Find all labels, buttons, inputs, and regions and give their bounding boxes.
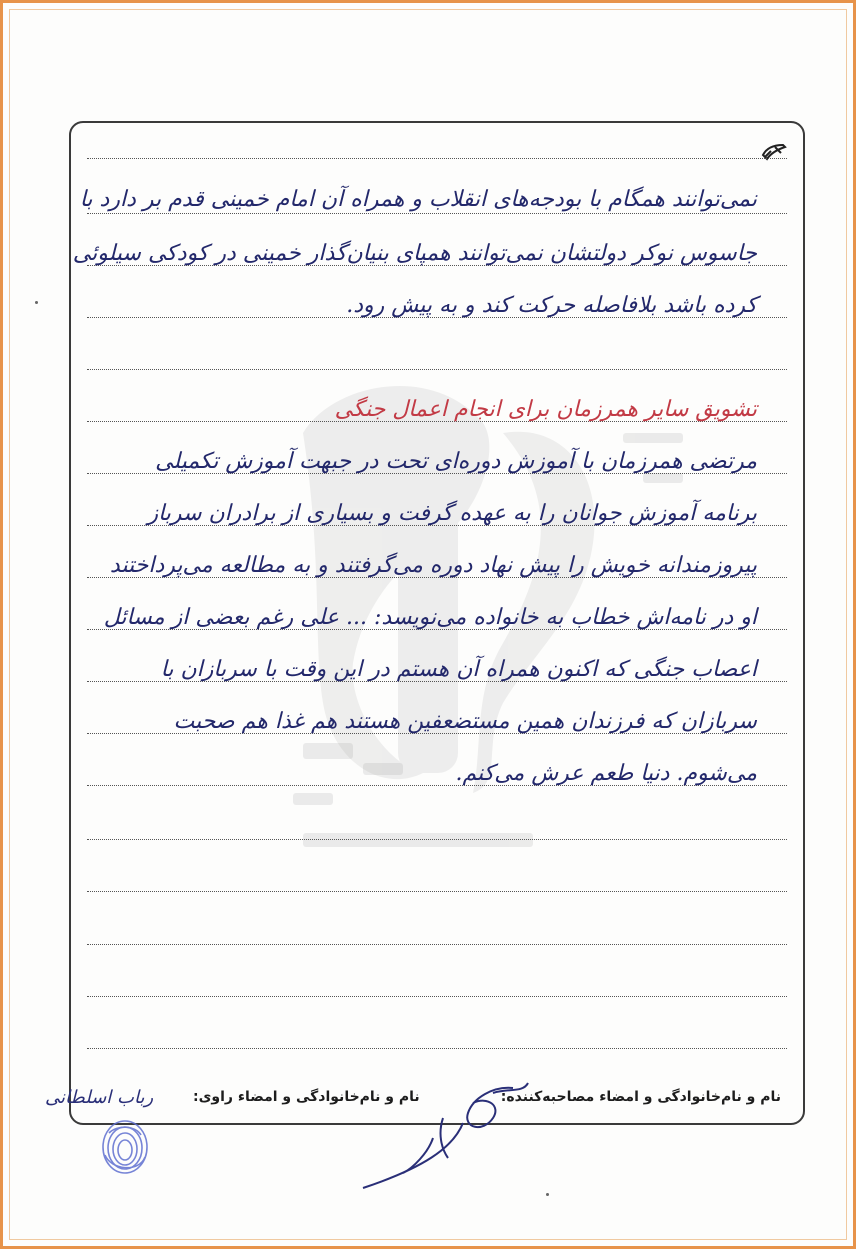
handwritten-line: اعصاب جنگی که اکنون همراه آن هستم در این وقت با سربازان با [160,657,757,682]
section-heading: تشویق سایر همرزمان برای انجام اعمال جنگی [334,397,757,422]
interviewer-signature [343,1078,543,1193]
handwritten-line: کرده باشد بلافاصله حرکت کند و به پیش رود. [346,293,757,318]
scan-speck [35,301,38,304]
ruled-line [87,996,787,997]
handwritten-line: برنامه آموزش جوانان را به عهده گرفت و بسیاری از برادران سرباز [147,501,757,526]
ruled-line [87,839,787,840]
ruled-line [87,369,787,370]
ruled-line [87,213,787,214]
scan-speck [546,1193,549,1196]
interviewer-signature-label: نام و نام‌خانوادگی و امضاء مصاحبه‌کننده: [500,1089,781,1105]
narrator-name: رباب اسلطانی [45,1087,154,1108]
ruled-line [87,944,787,945]
ruled-line [87,891,787,892]
handwritten-line: سربازان که فرزندان همین مستضعفین هستند هم غذا هم صحبت [173,709,757,734]
handwritten-line: جاسوس نوکر دولتشان نمی‌توانند همپای بنیان‌گذار خمینی در کودکی سیلوئی [72,241,757,266]
ruled-line [87,158,787,159]
fingerprint-stamp [95,1115,155,1177]
handwritten-line: مرتضی همرزمان با آموزش دوره‌ای تحت در جبهت آموزش تکمیلی [155,449,757,474]
ruled-line [87,1048,787,1049]
handwritten-line: نمی‌توانند همگام با بودجه‌های انقلاب و همراه آن امام خمینی قدم بر دارد با [79,187,757,212]
narrator-signature-label: نام و نام‌خانوادگی و امضاء راوی: [193,1089,420,1105]
handwritten-line: می‌شوم. دنیا طعم عرش می‌کنم. [455,761,757,786]
handwritten-line: او در نامه‌اش خطاب به خانواده می‌نویسد: ... علی رغم بعضی از مسائل [103,605,757,630]
handwritten-line: پیروزمندانه خویش را پیش نهاد دوره می‌گرفتند و به مطالعه می‌پرداختند [109,553,757,578]
